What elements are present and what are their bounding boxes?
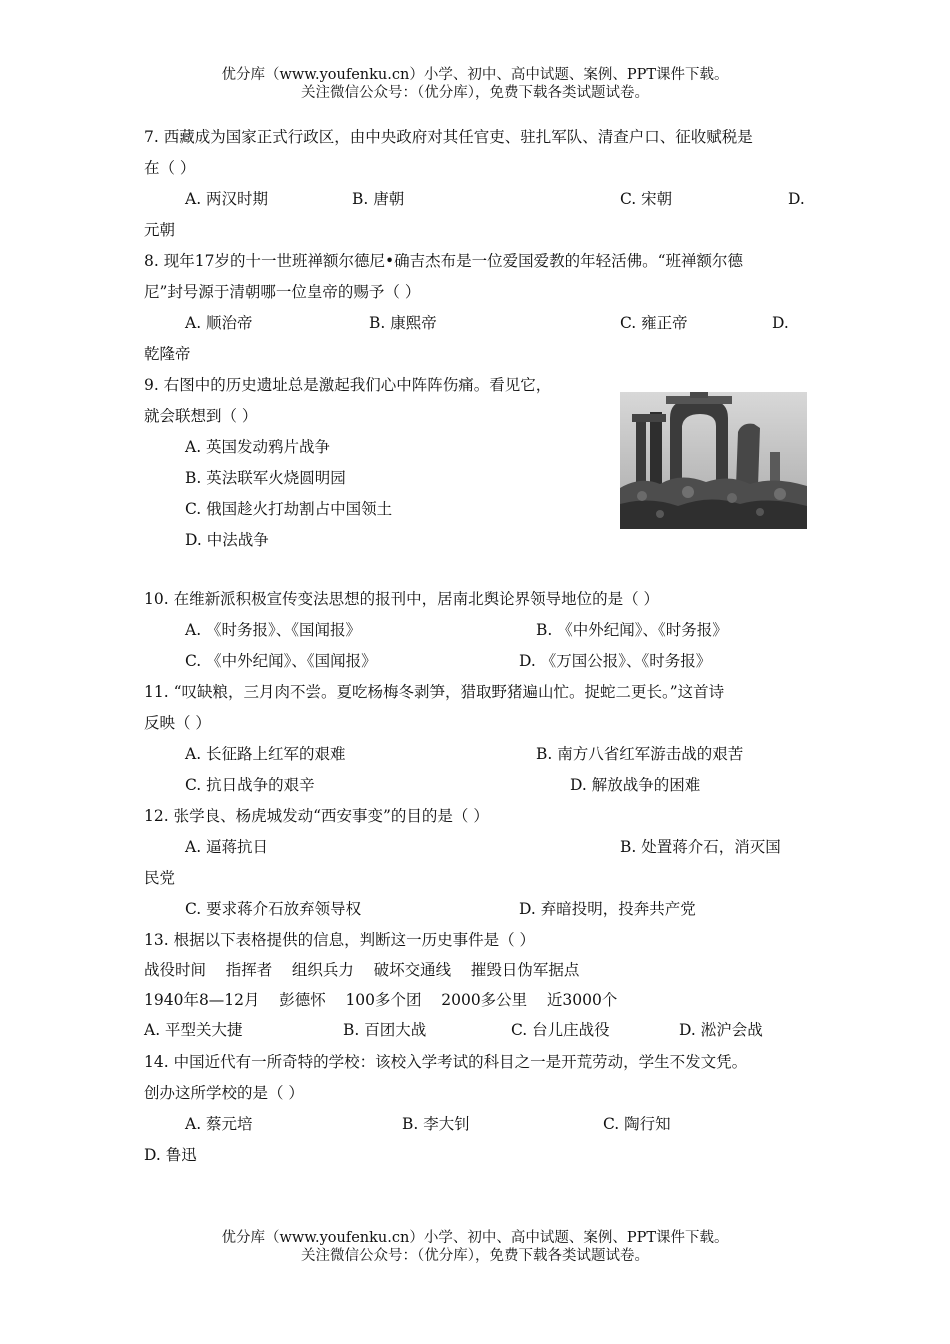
q7-option-d-text: 元朝 <box>144 221 176 239</box>
q8-stem-line-2: 尼”封号源于清朝哪一位皇帝的赐予（ ） <box>144 283 421 301</box>
q14-option-a: A. 蔡元培 <box>185 1115 253 1133</box>
q9-option-a: A. 英国发动鸦片战争 <box>185 438 331 456</box>
q13-option-c: C. 台儿庄战役 <box>511 1021 610 1039</box>
q7-option-b: B. 唐朝 <box>352 190 405 208</box>
q8-option-b: B. 康熙帝 <box>369 314 437 332</box>
q12-option-b-line-1: B. 处置蒋介石，消灭国 <box>620 838 781 856</box>
q12-option-a: A. 逼蒋抗日 <box>185 838 269 856</box>
q8-option-d-text: 乾隆帝 <box>144 345 191 363</box>
q12-option-d: D. 弃暗投明，投奔共产党 <box>519 900 696 918</box>
q14-option-b: B. 李大钊 <box>402 1115 470 1133</box>
q10-option-b: B. 《中外纪闻》、《时务报》 <box>536 621 728 639</box>
q13-option-a: A. 平型关大捷 <box>144 1021 243 1039</box>
q10-option-d: D. 《万国公报》、《时务报》 <box>519 652 712 670</box>
ruins-photo <box>620 392 807 529</box>
q7-stem-line-2: 在（ ） <box>144 159 196 177</box>
q12-option-b-line-2: 民党 <box>144 869 176 887</box>
q8-option-c: C. 雍正帝 <box>620 314 688 332</box>
q13-option-d: D. 淞沪会战 <box>679 1021 763 1039</box>
q7-stem-line-1: 7. 西藏成为国家正式行政区，由中央政府对其任官吏、驻扎军队、清查户口、征收赋税是 <box>144 128 753 146</box>
q11-stem-line-2: 反映（ ） <box>144 714 211 732</box>
ruins-illustration <box>620 392 807 529</box>
q9-stem-line-2: 就会联想到（ ） <box>144 407 258 425</box>
q9-option-b: B. 英法联军火烧圆明园 <box>185 469 346 487</box>
q14-option-d: D. 鲁迅 <box>144 1146 197 1164</box>
q14-stem-line-1: 14. 中国近代有一所奇特的学校：该校入学考试的科目之一是开荒劳动，学生不发文凭。 <box>144 1053 748 1071</box>
q10-stem: 10. 在维新派积极宣传变法思想的报刊中，居南北舆论界领导地位的是（ ） <box>144 590 660 608</box>
q13-stem: 13. 根据以下表格提供的信息，判断这一历史事件是（ ） <box>144 931 536 949</box>
q8-option-d-letter: D. <box>772 314 789 332</box>
footer-line-1: 优分库（www.youfenku.cn）小学、初中、高中试题、案例、PPT课件下载。 <box>221 1230 729 1246</box>
q10-option-a: A. 《时务报》、《国闻报》 <box>185 621 362 639</box>
q11-option-d: D. 解放战争的困难 <box>570 776 701 794</box>
q11-option-a: A. 长征路上红军的艰难 <box>185 745 346 763</box>
q9-option-d: D. 中法战争 <box>185 531 269 549</box>
q11-option-c: C. 抗日战争的艰辛 <box>185 776 315 794</box>
q10-option-c: C. 《中外纪闻》、《国闻报》 <box>185 652 377 670</box>
q7-option-d-letter: D. <box>788 190 805 208</box>
page-footer <box>0 1229 950 1265</box>
q9-option-c: C. 俄国趁火打劫割占中国领土 <box>185 500 393 518</box>
header-line-2: 关注微信公众号：（优分库），免费下载各类试题试卷。 <box>301 85 649 101</box>
q7-option-a: A. 两汉时期 <box>185 190 269 208</box>
q11-option-b: B. 南方八省红军游击战的艰苦 <box>536 745 744 763</box>
q12-option-c: C. 要求蒋介石放弃领导权 <box>185 900 362 918</box>
q8-option-a: A. 顺治帝 <box>185 314 253 332</box>
page-header <box>0 66 950 102</box>
q9-stem-line-1: 9. 右图中的历史遗址总是激起我们心中阵阵伤痛。看见它， <box>144 376 552 394</box>
q8-stem-line-1: 8. 现年17岁的十一世班禅额尔德尼•确吉杰布是一位爱国爱教的年轻活佛。“班禅额尔德 <box>144 252 744 270</box>
q11-stem-line-1: 11. “叹缺粮，三月肉不尝。夏吃杨梅冬剥笋，猎取野猪遍山忙。捉蛇二更长。”这首诗 <box>144 683 725 701</box>
q12-stem: 12. 张学良、杨虎城发动“西安事变”的目的是（ ） <box>144 807 489 825</box>
q13-option-b: B. 百团大战 <box>343 1021 427 1039</box>
q14-stem-line-2: 创办这所学校的是（ ） <box>144 1084 304 1102</box>
q7-option-c: C. 宋朝 <box>620 190 673 208</box>
q13-table-header: 战役时间 指挥者 组织兵力 破坏交通线 摧毁日伪军据点 <box>144 961 580 979</box>
header-line-1: 优分库（www.youfenku.cn）小学、初中、高中试题、案例、PPT课件下载。 <box>221 67 729 83</box>
q13-table-row: 1940年8—12月 彭德怀 100多个团 2000多公里 近3000个 <box>144 991 618 1009</box>
footer-line-2: 关注微信公众号：（优分库），免费下载各类试题试卷。 <box>301 1248 649 1264</box>
q14-option-c: C. 陶行知 <box>603 1115 671 1133</box>
